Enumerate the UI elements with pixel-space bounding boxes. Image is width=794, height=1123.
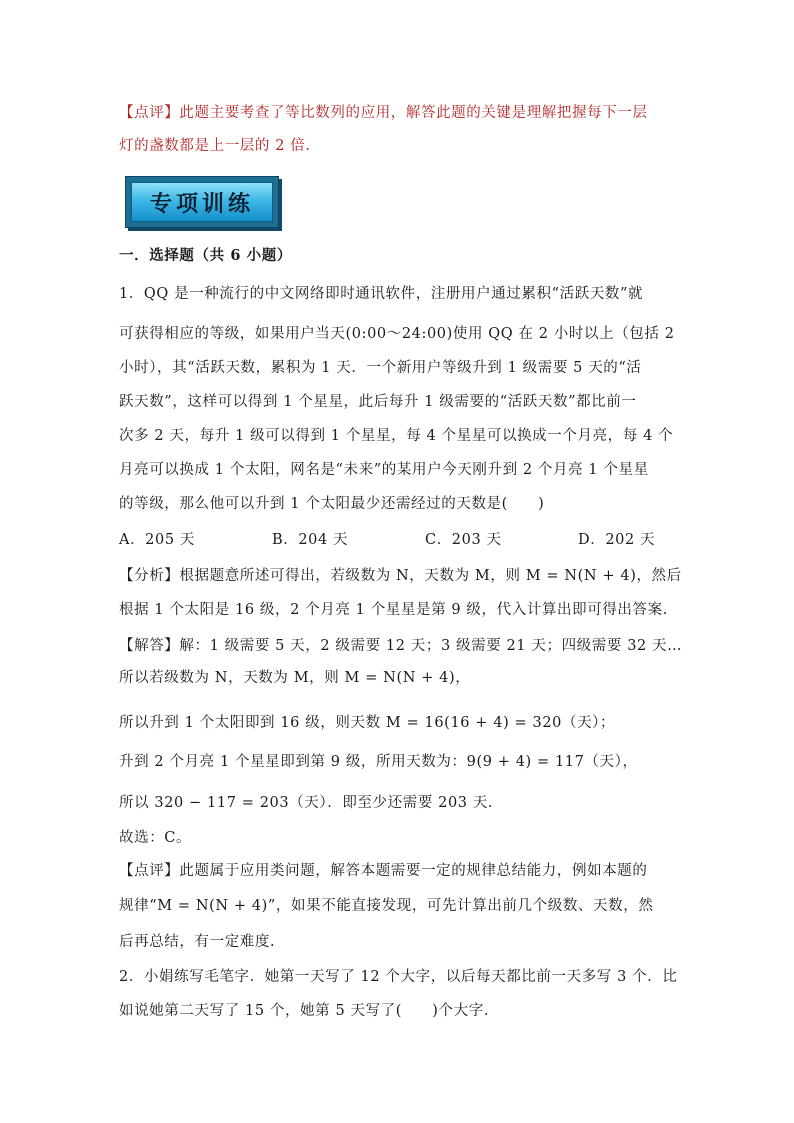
top-comment-line-2: 灯的盏数都是上一层的 2 倍. (119, 138, 311, 154)
top-comment-line-1: 【点评】此题主要考查了等比数列的应用，解答此题的关键是理解把握每下一层 (119, 105, 648, 121)
q1-solution-line-2: 所以若级数为 N，天数为 M，则 M = N(N + 4)， (119, 670, 471, 686)
q1-solution-line-4: 升到 2 个月亮 1 个星星即到第 9 级，所用天数为：9(9 + 4) = 117（天）， (119, 754, 638, 770)
q1-line-5: 次多 2 天，每升 1 级可以得到 1 个星星，每 4 个星星可以换成一个月亮，每 4 个 (119, 428, 674, 444)
q1-solution-line-1: 【解答】解：1 级需要 5 天，2 级需要 12 天；3 级需要 21 天；四级需要 32 天… (119, 638, 683, 654)
q1-line-6: 月亮可以换成 1 个太阳，网名是“未来”的某用户今天刚升到 2 个月亮 1 个星星 (119, 462, 649, 478)
q1-answer: 故选：C。 (119, 830, 192, 846)
banner-label: 专项训练 (149, 191, 254, 217)
q1-options (119, 530, 731, 550)
q1-line-7: 的等级，那么他可以升到 1 个太阳最少还需经过的天数是( ) (119, 496, 545, 512)
q1-comment-line-1: 【点评】此题属于应用类问题，解答本题需要一定的规律总结能力，例如本题的 (119, 863, 648, 879)
option-d: D．202 天 (578, 532, 656, 548)
q1-line-1: 1．QQ 是一种流行的中文网络即时通讯软件，注册用户通过累积“活跃天数”就 (119, 286, 644, 302)
q1-analysis-line-1: 【分析】根据题意所述可得出，若级数为 N，天数为 M，则 M = N(N + 4)，然后 (119, 568, 682, 584)
q1-line-3: 小时），其“活跃天数，累积为 1 天．一个新用户等级升到 1 级需要 5 天的“活 (119, 360, 642, 376)
q2-line-2: 如说她第二天写了 15 个，她第 5 天写了( )个大字. (119, 1003, 490, 1019)
q1-analysis-line-2: 根据 1 个太阳是 16 级，2 个月亮 1 个星星是第 9 级，代入计算出即可得出答案. (119, 602, 668, 618)
q1-line-4: 跃天数”，这样可以得到 1 个星星，此后每升 1 级需要的“活跃天数”都比前一 (119, 394, 637, 410)
option-a: A．205 天 (119, 532, 195, 548)
q1-solution-line-3: 所以升到 1 个太阳即到 16 级，则天数 M = 16(16 + 4) = 320（天）； (119, 715, 616, 731)
q1-line-2: 可获得相应的等级，如果用户当天(0:00～24:00)使用 QQ 在 2 小时以上（包括 2 (119, 326, 675, 342)
q1-comment-line-3: 后再总结，有一定难度. (119, 934, 276, 950)
section-heading: 一．选择题（共 6 小题） (119, 247, 292, 264)
q2-line-1: 2．小娟练写毛笔字．她第一天写了 12 个大字，以后每天都比前一天多写 3 个．比 (119, 969, 678, 985)
option-b: B．204 天 (272, 532, 349, 548)
q1-comment-line-2: 规律“M = N(N + 4)”，如果不能直接发现，可先计算出前几个级数、天数，然 (119, 898, 654, 914)
q1-solution-line-5: 所以 320 − 117 = 203（天）．即至少还需要 203 天． (119, 795, 504, 811)
section-banner (125, 176, 279, 228)
option-c: C．203 天 (425, 532, 502, 548)
